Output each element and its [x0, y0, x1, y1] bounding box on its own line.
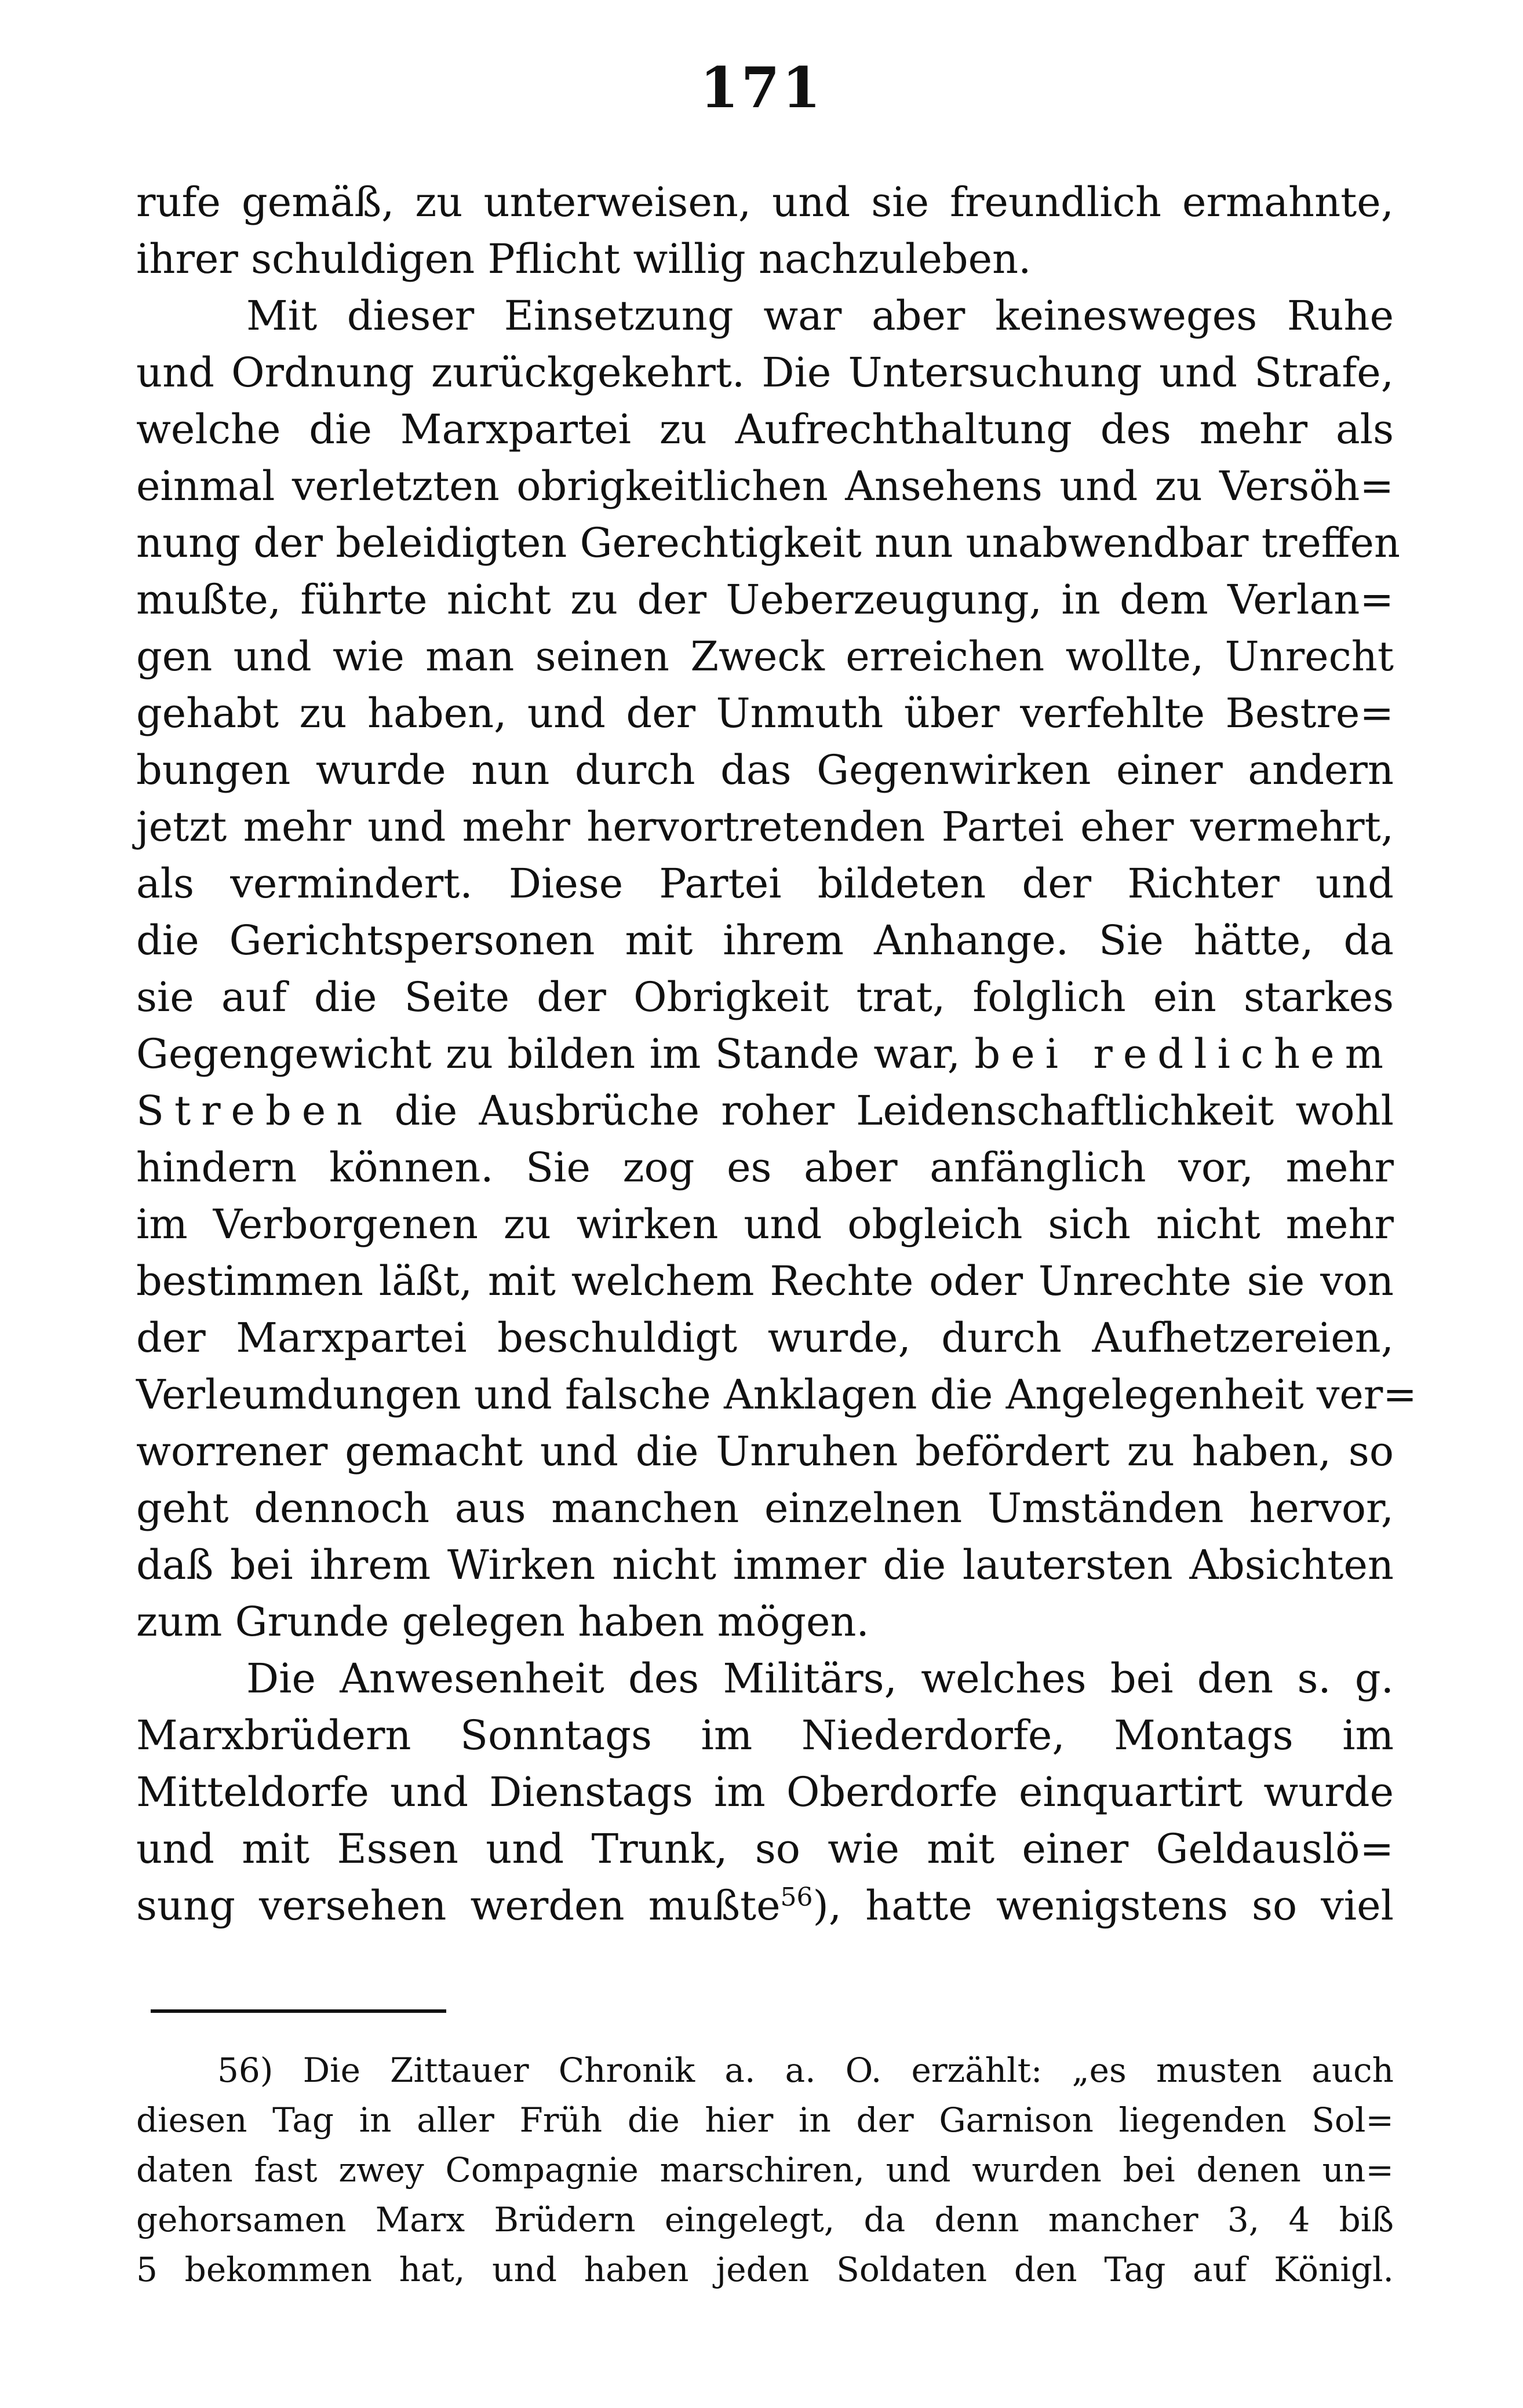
text-line: welche die Marxpartei zu Aufrechthaltung des mehr als	[136, 406, 1394, 453]
footnote-line: 56) Die Zittauer Chronik a. a. O. erzählt: „es musten auch	[217, 2051, 1394, 2090]
text-line: sie auf die Seite der Obrigkeit trat, folglich ein starkes	[136, 973, 1394, 1021]
text-line: daß bei ihrem Wirken nicht immer die lautersten Absichten	[136, 1541, 1394, 1589]
text-line: hindern können. Sie zog es aber anfänglich vor, mehr	[136, 1144, 1394, 1191]
text-line: und Ordnung zurückgekehrt. Die Untersuchung und Strafe,	[136, 349, 1394, 396]
footnote-line: gehorsamen Marx Brüdern eingelegt, da denn mancher 3, 4 biß	[136, 2200, 1394, 2239]
text-line: geht dennoch aus manchen einzelnen Umständen hervor,	[136, 1484, 1394, 1532]
text-line: als vermindert. Diese Partei bildeten der Richter und	[136, 860, 1394, 907]
text-line: einmal verletzten obrigkeitlichen Ansehens und zu Versöh=	[136, 462, 1394, 510]
text-line: Mit dieser Einsetzung war aber keinesweges Ruhe	[246, 292, 1394, 340]
text-line: und mit Essen und Trunk, so wie mit einer Geldauslö=	[136, 1825, 1394, 1873]
emphasized-text: bei redlichem	[974, 1030, 1394, 1078]
footnote	[136, 2045, 1394, 2294]
text-line: Mitteldorfe und Dienstags im Oberdorfe einquartirt wurde	[136, 1768, 1394, 1816]
text-line: rufe gemäß, zu unterweisen, und sie freundlich ermahnte,	[136, 178, 1394, 226]
text-segment: Gegengewicht zu bilden im Stande war,	[136, 1030, 961, 1078]
page-number: 171	[699, 55, 824, 121]
text-line: gen und wie man seinen Zweck erreichen wollte, Unrecht	[136, 633, 1394, 680]
footnote-line: diesen Tag in aller Früh die hier in der Garnison liegenden Sol=	[136, 2100, 1394, 2140]
text-line	[136, 1026, 1394, 1082]
text-line: ihrer schuldigen Pflicht willig nachzuleben.	[136, 235, 1032, 283]
text-line: bestimmen läßt, mit welchem Rechte oder Unrechte sie von	[136, 1257, 1394, 1305]
text-line: Verleumdungen und falsche Anklagen die Angelegenheit ver=	[136, 1371, 1417, 1418]
text-line	[136, 1082, 1394, 1139]
text-line: die Gerichtspersonen mit ihrem Anhange. Sie hätte, da	[136, 917, 1394, 964]
text-line: jetzt mehr und mehr hervortretenden Partei eher vermehrt,	[136, 803, 1394, 851]
text-line: mußte, führte nicht zu der Ueberzeugung, in dem Verlan=	[136, 576, 1394, 623]
text-line: bungen wurde nun durch das Gegenwirken einer andern	[136, 746, 1394, 794]
footnote-line: 5 bekommen hat, und haben jeden Soldaten den Tag auf Königl.	[136, 2250, 1394, 2289]
text-line	[136, 1877, 1394, 1934]
text-line: worrener gemacht und die Unruhen befördert zu haben, so	[136, 1428, 1394, 1475]
text-segment: sung versehen werden mußte	[136, 1882, 781, 1929]
text-line: im Verborgenen zu wirken und obgleich sich nicht mehr	[136, 1201, 1394, 1248]
text-segment: die Ausbrüche roher Leidenschaftlichkeit wohl	[394, 1087, 1394, 1134]
text-segment: ), hatte wenigstens so viel	[812, 1882, 1394, 1929]
text-line: Marxbrüdern Sonntags im Niederdorfe, Montags im	[136, 1712, 1394, 1759]
text-line: Die Anwesenheit des Militärs, welches bei den s. g.	[246, 1655, 1394, 1702]
footnote-reference: 56	[780, 1882, 813, 1912]
emphasized-text: Streben	[136, 1087, 373, 1134]
footnote-line: daten fast zwey Compagnie marschiren, und wurden bei denen un=	[136, 2150, 1394, 2190]
text-line: zum Grunde gelegen haben mögen.	[136, 1598, 869, 1646]
text-line: der Marxpartei beschuldigt wurde, durch Aufhetzereien,	[136, 1314, 1394, 1362]
body-text	[136, 174, 1417, 1934]
text-line: gehabt zu haben, und der Unmuth über verfehlte Bestre=	[136, 689, 1394, 737]
footnote-divider	[151, 2009, 446, 2013]
text-line: nung der beleidigten Gerechtigkeit nun unabwendbar treffen	[136, 519, 1401, 567]
